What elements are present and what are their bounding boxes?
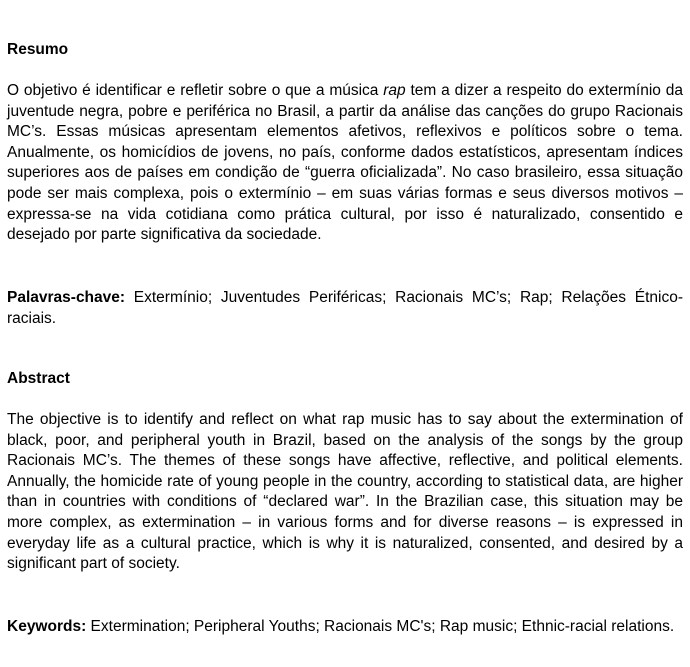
- resumo-italic-rap: rap: [383, 82, 406, 99]
- palavras-chave-label: Palavras-chave:: [7, 289, 126, 306]
- keywords-text: Extermination; Peripheral Youths; Racionais MC's; Rap music; Ethnic-racial relations.: [86, 618, 675, 635]
- abstract-heading: Abstract: [7, 370, 70, 387]
- palavras-chave-paragraph: [7, 288, 683, 329]
- resumo-paragraph: [7, 81, 683, 246]
- keywords-label: Keywords:: [7, 618, 87, 635]
- resumo-text-part1: O objetivo é identificar e refletir sobre o que a música: [7, 82, 384, 99]
- palavras-chave-text: Extermínio; Juventudes Periféricas; Racionais MC’s; Rap; Relações Étnico-raciais.: [7, 289, 683, 327]
- abstract-paragraph: The objective is to identify and reflect on what rap music has to say about the extermination of black, poor, and peripheral youth in Brazil, based on the analysis of the songs by the group Racionais MC’s. The themes of these songs have affective, reflective, and political elements. Annually, the homicide rate of young people in the country, according to statistical data, are higher than in countries with conditions of “declared war”. In the Brazilian case, this situation may be more complex, as extermination – in various forms and for diverse reasons – is expressed in everyday life as a cultural practice, which is why it is naturalized, consented, and desired by a significant part of society.: [7, 411, 683, 573]
- resumo-heading: Resumo: [7, 41, 69, 58]
- keywords-paragraph: [7, 617, 683, 638]
- resumo-text-part2: tem a dizer a respeito do extermínio da juventude negra, pobre e periférica no Brasil, a partir da análise das canções do grupo Racionais MC’s. Essas músicas apresentam elementos afetivos, reflexivos e políticos sobre o tema. Anualmente, os homicídios de jovens, no país, conforme dados estatísticos, apresentam índices superiores aos de países em condição de “guerra oficializada”. No caso brasileiro, essa situação pode ser mais complexa, pois o extermínio – em suas várias formas e seus diversos motivos – expressa-se na vida cotidiana como prática cultural, por isso é naturalizado, consentido e desejado por parte significativa da sociedade.: [7, 82, 683, 244]
